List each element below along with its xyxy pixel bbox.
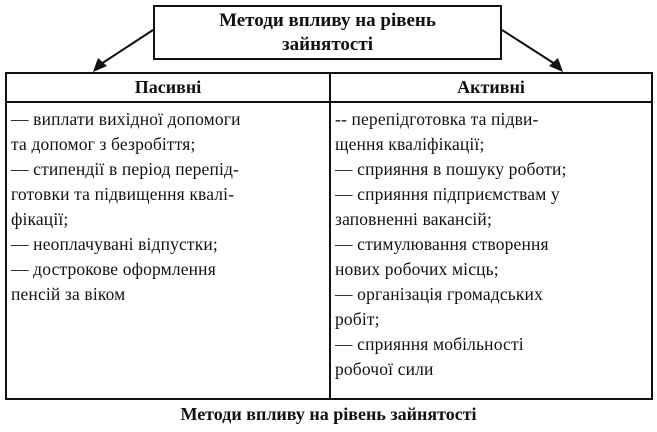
active-line: заповненні вакансій; — [335, 209, 492, 229]
passive-line: — дострокове оформлення — [11, 259, 216, 279]
active-header: Активні — [457, 77, 525, 97]
active-line: — сприяння мобільності — [335, 334, 524, 354]
active-line: щення кваліфікації; — [335, 134, 485, 154]
title-line: Методи впливу на рівень — [219, 9, 436, 31]
column-divider — [329, 74, 331, 398]
passive-line: пенсій за віком — [11, 284, 126, 304]
passive-line: готовки та підвищення квалі- — [11, 184, 235, 204]
arrow-to-active-line — [502, 30, 555, 64]
title-line: зайнятості — [282, 33, 373, 55]
active-line: — сприяння підприємствам у — [335, 184, 560, 204]
passive-line: — стипендії в період перепід- — [11, 159, 240, 179]
active-line: -- перепідготовка та підви- — [335, 109, 539, 129]
active-line: робочої сили — [335, 359, 434, 379]
active-methods-list — [335, 107, 645, 382]
header-divider — [7, 101, 651, 103]
figure-caption: Методи впливу на рівень зайнятості — [180, 404, 477, 424]
active-line: нових робочих місць; — [335, 259, 499, 279]
active-line: — організація громадських — [335, 284, 543, 304]
passive-line: — виплати вихідної допомоги — [11, 109, 241, 129]
arrow-to-active-head — [549, 58, 563, 72]
passive-line: фікації; — [11, 209, 69, 229]
active-line: робіт; — [335, 309, 380, 329]
title-box — [153, 5, 502, 60]
passive-header: Пасивні — [134, 77, 202, 97]
passive-methods-list — [11, 107, 323, 307]
arrow-to-passive-line — [101, 30, 153, 64]
arrow-to-passive-head — [93, 58, 107, 72]
methods-table — [5, 72, 653, 400]
active-line: — стимулювання створення — [335, 234, 549, 254]
passive-line: — неоплачувані відпустки; — [11, 234, 218, 254]
active-line: — сприяння в пошуку роботи; — [335, 159, 567, 179]
passive-line: та допомог з безробіття; — [11, 134, 196, 154]
